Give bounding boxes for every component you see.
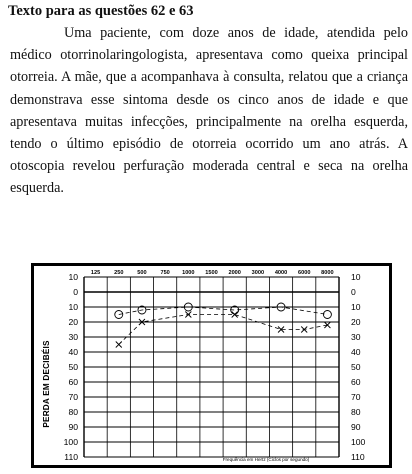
y-tick-label-right: 0 [351,287,356,297]
y-tick-label-right: 20 [351,317,361,327]
x-axis-label: Frequência em Hertz (Ciclos por segundo) [222,457,310,462]
x-tick-label: 6000 [298,270,311,276]
y-tick-label-left: 30 [68,332,78,342]
y-tick-label-right: 10 [351,272,361,282]
x-tick-label: 8000 [321,270,334,276]
x-tick-label: 3000 [251,270,265,276]
data-point-circle [323,311,331,319]
x-tick-label: 500 [137,270,147,276]
y-tick-label-left: 10 [68,272,78,282]
x-tick-label: 250 [114,270,124,276]
x-tick-label: 4000 [274,270,288,276]
y-tick-label-right: 30 [351,332,361,342]
y-tick-label-left: 40 [68,347,78,357]
y-tick-label-left: 0 [73,287,78,297]
x-tick-label: 1000 [182,270,195,276]
y-tick-label-right: 90 [351,422,361,432]
y-tick-label-left: 100 [63,437,78,447]
audiogram-chart [34,266,389,465]
y-tick-label-left: 110 [64,452,78,462]
y-tick-label-left: 60 [68,377,78,387]
case-paragraph: Uma paciente, com doze anos de idade, atendida pelo médico otorrinolaringologista, apresentava como queixa principal otorreia. A mãe, que a acompanhava à consulta, relatou que a criança demonstrava esse sintoma desde os cinco anos de idade e que apresentava muitas infecções, principalmente na orelha esquerda, tendo o último episódio de otorreia ocorrido um ano atrás. A otoscopia revelou perfuração moderada central e seca na orelha esquerda. [10,25,408,197]
y-tick-label-left: 10 [68,302,78,312]
y-tick-label-left: 50 [68,362,78,372]
audiogram-figure [31,263,392,468]
x-tick-label: 750 [160,270,170,276]
y-tick-label-right: 70 [351,392,361,402]
y-tick-label-right: 80 [351,407,361,417]
y-tick-label-right: 60 [351,377,361,387]
heading: Texto para as questões 62 e 63 [8,3,194,19]
data-point-x [301,327,307,333]
y-tick-label-left: 70 [68,392,78,402]
x-tick-label: 125 [90,270,101,276]
x-tick-label: 2000 [228,270,241,276]
y-tick-label-right: 40 [351,347,361,357]
y-tick-label-left: 90 [68,422,78,432]
y-axis-label: PERDA EM DECIBÉIS [42,340,51,428]
data-point-x [116,342,122,348]
y-tick-label-left: 80 [68,407,78,417]
y-tick-label-right: 100 [351,437,366,447]
data-point-x [232,312,238,318]
y-tick-label-right: 50 [351,362,361,372]
y-tick-label-left: 20 [68,317,78,327]
x-tick-label: 1500 [205,270,218,276]
data-point-x [324,322,330,328]
y-tick-label-right: 10 [351,302,361,312]
y-tick-label-right: 110 [351,452,365,462]
